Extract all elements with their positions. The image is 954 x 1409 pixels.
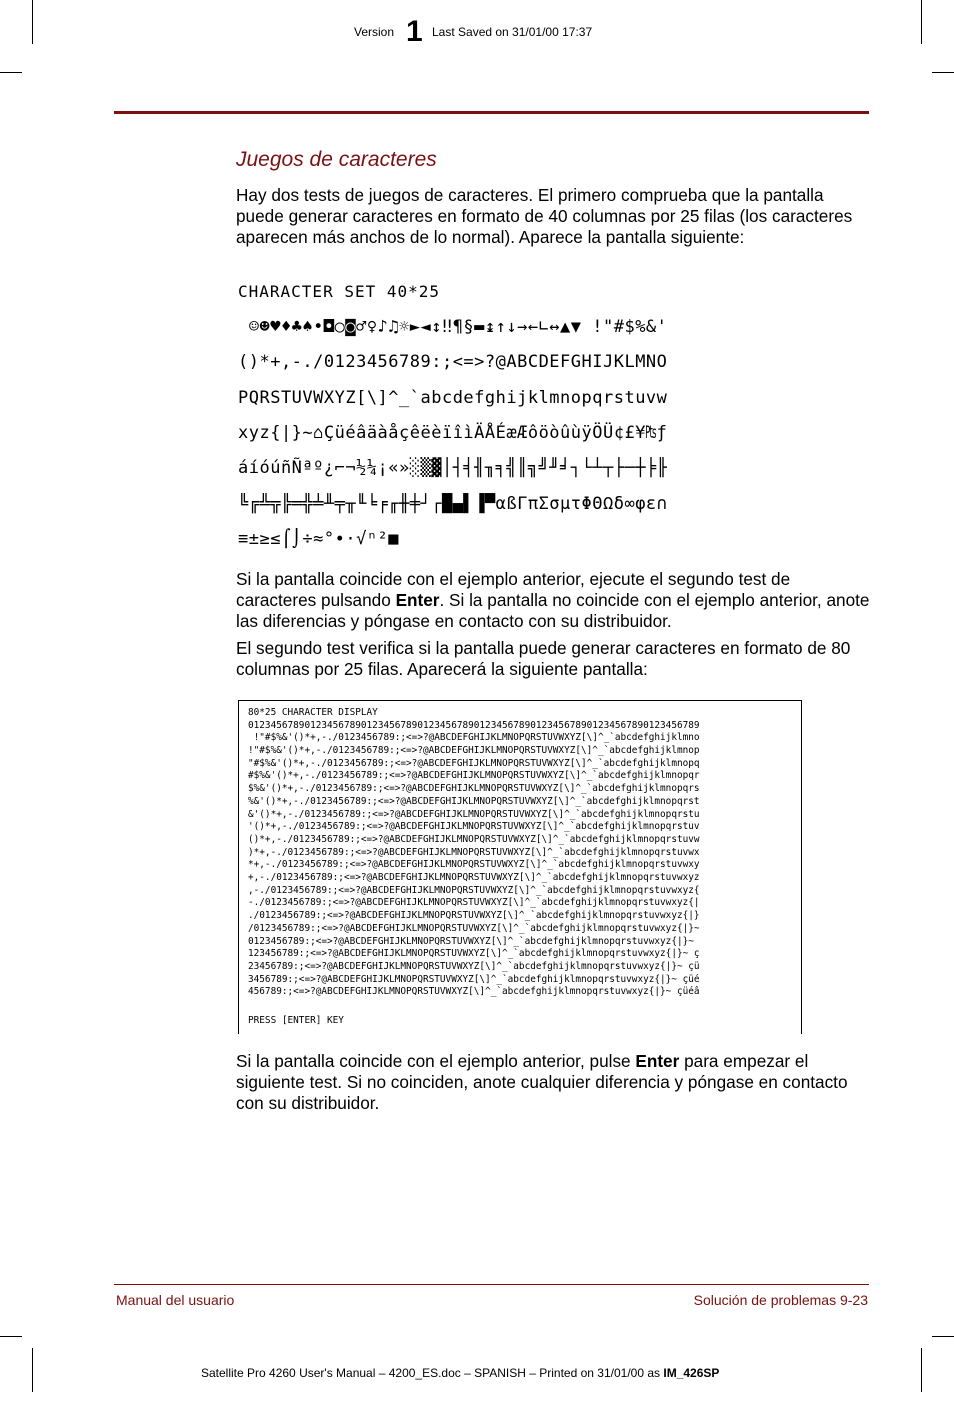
paragraph-second-test: El segundo test verifica si la pantalla puede generar caracteres en formato de 80 columnas por 25 filas. Aparecerá la siguiente pantalla:	[236, 638, 851, 679]
last-saved: Last Saved on 31/01/00 17:37	[432, 25, 593, 39]
crop-mark	[932, 1336, 954, 1337]
charset-80-row: 01234567890123456789012345678901234567890123456789012345678901234567890123456789	[248, 720, 700, 731]
charset-80-row: "#$%&'()*+,-./0123456789:;<=>?@ABCDEFGHIJKLMNOPQRSTUVWXYZ[\]^_`abcdefghijklmnopq	[248, 758, 700, 769]
crop-mark	[32, 0, 33, 44]
p2-text-a: Si la pantalla coincide con el ejemplo anterior, ejecute el segundo test de caracteres pulsando	[236, 569, 791, 610]
footer-section-page: Solución de problemas 9-23	[693, 1292, 868, 1308]
charset-40-row: áíóúñÑªº¿⌐¬½¼¡«»░▒▓│┤╡╢╖╕╣║╗╝╜╛┐└┴┬├─┼╞╟	[238, 458, 668, 478]
charset-80-row: 3456789:;<=>?@ABCDEFGHIJKLMNOPQRSTUVWXYZ[\]^_`abcdefghijklmnopqrstuvwxyz{|}~ çüé	[248, 974, 700, 985]
crop-mark	[0, 1336, 22, 1337]
charset-80-row: -./0123456789:;<=>?@ABCDEFGHIJKLMNOPQRSTUVWXYZ[\]^_`abcdefghijklmnopqrstuvwxyz{|	[248, 897, 700, 908]
charset-40-row: ☺☻♥♦♣♠•◘○◙♂♀♪♫☼►◄↕‼¶§▬↨↑↓→←∟↔▲▼ !"#$%&'	[238, 317, 668, 337]
footer-rule	[114, 1284, 869, 1285]
charset-80-row: )*+,-./0123456789:;<=>?@ABCDEFGHIJKLMNOPQRSTUVWXYZ[\]^_`abcdefghijklmnopqrstuvwx	[248, 847, 700, 858]
charset-80-row: #$%&'()*+,-./0123456789:;<=>?@ABCDEFGHIJKLMNOPQRSTUVWXYZ[\]^_`abcdefghijklmnopqr	[248, 770, 700, 781]
charset-80-row: 80*25 CHARACTER DISPLAY	[248, 707, 378, 718]
charset-80-row: 23456789:;<=>?@ABCDEFGHIJKLMNOPQRSTUVWXYZ[\]^_`abcdefghijklmnopqrstuvwxyz{|}~ çü	[248, 961, 700, 972]
charset-80-row: /0123456789:;<=>?@ABCDEFGHIJKLMNOPQRSTUVWXYZ[\]^_`abcdefghijklmnopqrstuvwxyz{|}~	[248, 923, 700, 934]
charset-80-row: !"#$%&'()*+,-./0123456789:;<=>?@ABCDEFGHIJKLMNOPQRSTUVWXYZ[\]^_`abcdefghijklmnop	[248, 745, 700, 756]
p2-text-b: . Si la pantalla no coincide con el ejemplo anterior, anote las diferencias y póngase en contacto con su distribuidor.	[236, 590, 870, 631]
crop-mark	[0, 72, 22, 73]
charset-80-row: 456789:;<=>?@ABCDEFGHIJKLMNOPQRSTUVWXYZ[\]^_`abcdefghijklmnopqrstuvwxyz{|}~ çüéâ	[248, 986, 700, 997]
version-label: Version	[354, 25, 395, 39]
charset-80-row: PRESS [ENTER] KEY	[248, 1015, 344, 1026]
paragraph-first-test-result	[236, 569, 872, 632]
paragraph-second-test-result	[236, 1051, 872, 1114]
charset-80-row: ,-./0123456789:;<=>?@ABCDEFGHIJKLMNOPQRSTUVWXYZ[\]^_`abcdefghijklmnopqrstuvwxyz{	[248, 885, 700, 896]
charset-40-row: xyz{|}~⌂ÇüéâäàåçêëèïîìÄÅÉæÆôöòûùÿÖÜ¢£¥₧ƒ	[238, 423, 668, 443]
charset-80-row: ./0123456789:;<=>?@ABCDEFGHIJKLMNOPQRSTUVWXYZ[\]^_`abcdefghijklmnopqrstuvwxyz{|}	[248, 910, 700, 921]
charset-80-row: +,-./0123456789:;<=>?@ABCDEFGHIJKLMNOPQRSTUVWXYZ[\]^_`abcdefghijklmnopqrstuvwxyz	[248, 872, 700, 883]
print-code: IM_426SP	[663, 1366, 720, 1380]
crop-mark	[921, 0, 922, 44]
charset-80-row: $%&'()*+,-./0123456789:;<=>?@ABCDEFGHIJKLMNOPQRSTUVWXYZ[\]^_`abcdefghijklmnopqrs	[248, 783, 700, 794]
crop-mark	[921, 1348, 922, 1392]
p4-text-a: Si la pantalla coincide con el ejemplo anterior, pulse	[236, 1051, 636, 1071]
enter-key-label: Enter	[635, 1051, 680, 1071]
print-info-text: Satellite Pro 4260 User's Manual – 4200_ES.doc – SPANISH – Printed on 31/01/00 as	[201, 1366, 664, 1380]
charset-40-row: PQRSTUVWXYZ[\]^_`abcdefghijklmnopqrstuvw	[238, 388, 668, 408]
charset-80-row: 0123456789:;<=>?@ABCDEFGHIJKLMNOPQRSTUVWXYZ[\]^_`abcdefghijklmnopqrstuvwxyz{|}~	[248, 936, 694, 947]
charset-40-row: ()*+,-./0123456789:;<=>?@ABCDEFGHIJKLMNO	[238, 352, 668, 372]
enter-key-label: Enter	[395, 590, 440, 610]
footer-manual-title: Manual del usuario	[116, 1292, 235, 1308]
intro-paragraph: Hay dos tests de juegos de caracteres. El primero comprueba que la pantalla puede generar caracteres en formato de 40 columnas por 25 filas (los caracteres aparecen más anchos de lo normal). Aparece la pantalla siguiente:	[236, 185, 853, 247]
section-heading: Juegos de caracteres	[236, 148, 437, 171]
charset-40-row: ≡±≥≤⌠⌡÷≈°∙·√ⁿ²■	[238, 529, 400, 549]
print-info	[201, 1366, 719, 1380]
charset-80-display	[238, 700, 802, 1034]
crop-mark	[32, 1348, 33, 1392]
charset-40-title: CHARACTER SET 40*25	[238, 282, 441, 301]
charset-80-row: %&'()*+,-./0123456789:;<=>?@ABCDEFGHIJKLMNOPQRSTUVWXYZ[\]^_`abcdefghijklmnopqrst	[248, 796, 700, 807]
charset-80-row: ()*+,-./0123456789:;<=>?@ABCDEFGHIJKLMNOPQRSTUVWXYZ[\]^_`abcdefghijklmnopqrstuvw	[248, 834, 700, 845]
charset-80-row: '()*+,-./0123456789:;<=>?@ABCDEFGHIJKLMNOPQRSTUVWXYZ[\]^_`abcdefghijklmnopqrstuv	[248, 821, 700, 832]
version-number: 1	[406, 15, 423, 48]
top-rule	[114, 111, 869, 114]
charset-40-row: ╚╔╩╦╠═╬╧╨╤╥╙╘╒╓╫╪┘┌█▄▌▐▀αßΓπΣσµτΦΘΩδ∞φε∩	[238, 494, 668, 514]
charset-80-row: &'()*+,-./0123456789:;<=>?@ABCDEFGHIJKLMNOPQRSTUVWXYZ[\]^_`abcdefghijklmnopqrstu	[248, 809, 700, 820]
charset-80-row: !"#$%&'()*+,-./0123456789:;<=>?@ABCDEFGHIJKLMNOPQRSTUVWXYZ[\]^_`abcdefghijklmno	[248, 732, 700, 743]
charset-80-row: *+,-./0123456789:;<=>?@ABCDEFGHIJKLMNOPQRSTUVWXYZ[\]^_`abcdefghijklmnopqrstuvwxy	[248, 859, 700, 870]
crop-mark	[932, 72, 954, 73]
charset-80-row: 123456789:;<=>?@ABCDEFGHIJKLMNOPQRSTUVWXYZ[\]^_`abcdefghijklmnopqrstuvwxyz{|}~ ç	[248, 948, 700, 959]
p4-text-b: para empezar el siguiente test. Si no coinciden, anote cualquier diferencia y póngase en contacto con su distribuidor.	[236, 1051, 848, 1113]
